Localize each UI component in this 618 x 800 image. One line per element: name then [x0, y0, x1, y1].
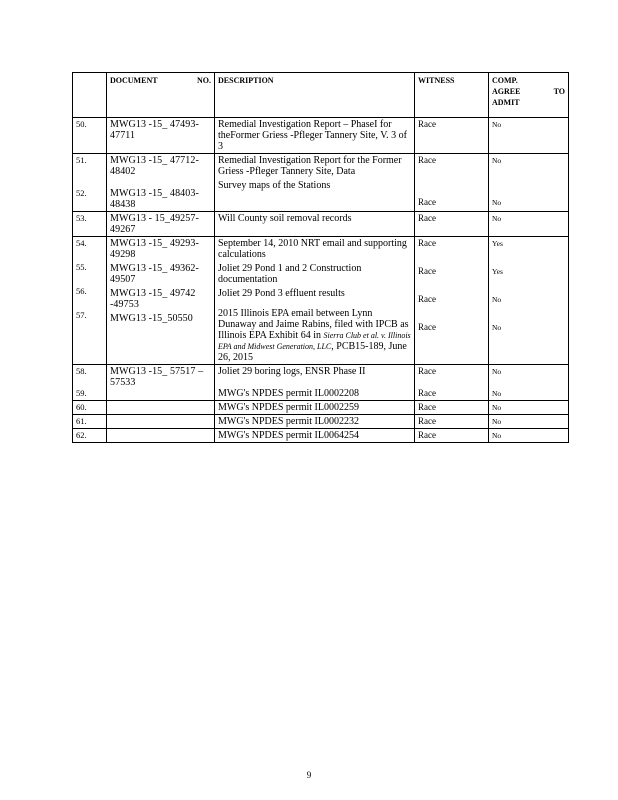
row-description-54: September 14, 2010 NRT email and supporting calculations	[218, 238, 407, 260]
row-number	[73, 365, 107, 401]
row-witness-57: Race	[418, 322, 436, 332]
row-witness	[415, 237, 489, 365]
table-row	[73, 212, 569, 237]
row-document-number: MWG13 -15_ 47493- 47711	[107, 118, 215, 154]
row-description	[215, 237, 415, 365]
row-comp-agree: No	[489, 429, 569, 443]
row-description-55: Joliet 29 Pond 1 and 2 Construction documentation	[218, 263, 362, 285]
row-witness	[415, 365, 489, 401]
row-description: MWG's NPDES permit IL0064254	[215, 429, 415, 443]
header-comp-line1: COMP.	[492, 76, 518, 85]
row-number	[73, 154, 107, 212]
row-number-51: 51.	[76, 155, 87, 165]
header-document	[107, 73, 215, 118]
row-comp-agree	[489, 237, 569, 365]
row-witness: Race	[415, 415, 489, 429]
row-number: 60.	[73, 401, 107, 415]
row-comp-51: No	[492, 156, 502, 165]
row-document-number	[107, 415, 215, 429]
row-document-57: MWG13 -15_50550	[110, 313, 193, 324]
row-witness-55: Race	[418, 266, 436, 276]
row-witness: Race	[415, 212, 489, 237]
row-description-58: Joliet 29 boring logs, ENSR Phase II	[218, 366, 366, 377]
header-witness: WITNESS	[415, 73, 489, 118]
header-comp-agree: AGREE	[492, 87, 521, 96]
row-witness: Race	[415, 429, 489, 443]
row-comp-agree	[489, 154, 569, 212]
row-document-number: MWG13 - 15_49257-49267	[107, 212, 215, 237]
header-comp-to: TO	[553, 87, 565, 96]
row-document-number	[107, 154, 215, 212]
row-comp-agree: No	[489, 212, 569, 237]
table-row	[73, 154, 569, 212]
row-witness-52: Race	[418, 197, 436, 207]
table-row	[73, 429, 569, 443]
row-document-number	[107, 401, 215, 415]
row-comp-58: No	[492, 367, 502, 376]
row-description-52: Survey maps of the Stations	[218, 180, 331, 191]
row-witness-54: Race	[418, 238, 436, 248]
row-document-number	[107, 365, 215, 401]
row-description-56: Joliet 29 Pond 3 effluent results	[218, 288, 345, 299]
row-number-52: 52.	[76, 188, 87, 198]
row-comp-55: Yes	[492, 267, 503, 276]
row-witness: Race	[415, 401, 489, 415]
row-description: MWG's NPDES permit IL0002232	[215, 415, 415, 429]
table-header-row	[73, 73, 569, 118]
exhibit-table	[72, 72, 569, 443]
row-description-57-case: Sierra Club et al. v. Illinois EPA and Midwest Generation, LLC	[218, 331, 411, 351]
row-comp-59: No	[492, 389, 502, 398]
header-document-label: DOCUMENT	[110, 76, 158, 85]
row-description-57-tail: , PCB15-189, June 26, 2015	[218, 341, 407, 363]
row-number-58: 58.	[76, 366, 87, 376]
row-witness	[415, 154, 489, 212]
header-no-label: NO.	[197, 76, 211, 85]
row-description: Will County soil removal records	[215, 212, 415, 237]
row-comp-agree: No	[489, 401, 569, 415]
row-document-56: MWG13 -15_ 49742 -49753	[110, 288, 196, 310]
row-number-54: 54.	[76, 238, 87, 248]
row-comp-57: No	[492, 323, 502, 332]
row-description: MWG's NPDES permit IL0002259	[215, 401, 415, 415]
table-row	[73, 237, 569, 365]
row-number: 61.	[73, 415, 107, 429]
page-number: 9	[306, 770, 312, 780]
row-number-56: 56.	[76, 286, 87, 296]
row-document-55: MWG13 -15_ 49362- 49507	[110, 263, 199, 285]
row-document-58: MWG13 -15_ 57517 – 57533	[110, 366, 204, 388]
row-description-57-main: 2015 Illinois EPA email between Lynn Dunaway and Jaime Rabins, filed with IPCB as Illinois EPA Exhibit 64 in	[218, 308, 409, 341]
row-witness-56: Race	[418, 294, 436, 304]
row-number-59: 59.	[76, 388, 87, 398]
row-document-number	[107, 237, 215, 365]
row-witness-58: Race	[418, 366, 436, 376]
row-document-52: MWG13 -15_ 48403-48438	[110, 188, 199, 210]
row-description-57	[218, 308, 411, 363]
header-description: DESCRIPTION	[215, 73, 415, 118]
row-document-51: MWG13 -15_ 47712- 48402	[110, 155, 199, 177]
row-number: 50.	[73, 118, 107, 154]
row-description	[215, 154, 415, 212]
header-comp	[489, 73, 569, 118]
row-number: 62.	[73, 429, 107, 443]
row-comp-agree	[489, 365, 569, 401]
table-row	[73, 365, 569, 401]
table-row	[73, 118, 569, 154]
row-number-55: 55.	[76, 262, 87, 272]
row-number-57: 57.	[76, 310, 87, 320]
header-number	[73, 73, 107, 118]
row-document-number	[107, 429, 215, 443]
header-comp-line3: ADMIT	[492, 98, 520, 107]
row-description-51: Remedial Investigation Report for the Former Griess -Pfleger Tannery Site, Data	[218, 155, 402, 177]
table-row	[73, 415, 569, 429]
row-witness: Race	[415, 118, 489, 154]
row-comp-54: Yes	[492, 239, 503, 248]
row-document-54: MWG13 -15_ 49293-49298	[110, 238, 199, 260]
row-comp-agree: No	[489, 118, 569, 154]
row-comp-52: No	[492, 198, 502, 207]
row-comp-agree: No	[489, 415, 569, 429]
row-description: Remedial Investigation Report – PhaseI for theFormer Griess -Pfleger Tannery Site, V. 3 of 3	[215, 118, 415, 154]
row-witness-59: Race	[418, 388, 436, 398]
row-description-59: MWG's NPDES permit IL0002208	[218, 388, 359, 399]
row-comp-56: No	[492, 295, 502, 304]
row-description	[215, 365, 415, 401]
row-number: 53.	[73, 212, 107, 237]
row-number	[73, 237, 107, 365]
row-witness-51: Race	[418, 155, 436, 165]
table-row	[73, 401, 569, 415]
